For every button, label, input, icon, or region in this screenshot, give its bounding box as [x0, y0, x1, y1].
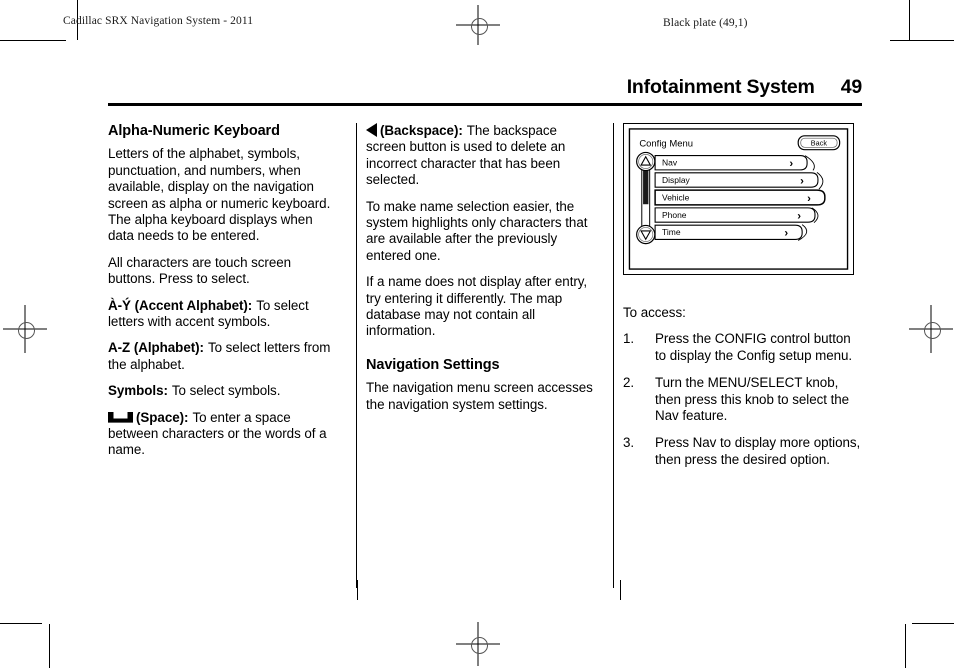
column-divider-right — [613, 123, 614, 588]
definition-accent-alphabet — [108, 298, 338, 331]
page-title: Infotainment System — [626, 76, 815, 98]
crop-mark-bottom-right-horizontal — [912, 623, 954, 624]
config-row-label: Nav — [662, 157, 678, 168]
config-row-vehicle[interactable] — [655, 190, 825, 205]
paragraph-name-not-displayed: If a name does not display after entry, try entering it differently. The map database may not contain all information. — [366, 274, 588, 339]
right-column — [623, 123, 863, 468]
config-menu-illustration — [624, 124, 853, 274]
term-space: (Space): — [136, 409, 189, 425]
term-accent-alphabet: À-Ý (Accent Alphabet): — [108, 297, 253, 313]
back-button-label: Back — [810, 138, 828, 148]
back-button[interactable] — [798, 136, 839, 150]
config-row-label: Vehicle — [662, 192, 690, 203]
left-column — [108, 123, 338, 459]
space-bar-icon — [108, 412, 133, 423]
config-menu-title: Config Menu — [639, 138, 694, 150]
term-alphabet: A-Z (Alphabet): — [108, 340, 204, 356]
document-title: Cadillac SRX Navigation System - 2011 — [63, 15, 254, 27]
chevron-right-icon: › — [789, 158, 794, 171]
config-row-display[interactable] — [655, 173, 818, 187]
crop-mark-top-left-horizontal — [0, 40, 66, 41]
crop-mark-bottom-right-vertical — [905, 624, 906, 668]
access-steps-list — [623, 331, 863, 468]
config-row-label: Phone — [662, 209, 687, 220]
paragraph-touch-screen-buttons: All characters are touch screen buttons. Press to select. — [108, 254, 292, 287]
to-access-label: To access: — [623, 305, 686, 320]
crop-mark-top-right-horizontal — [890, 40, 954, 41]
def-accent-alphabet: To select letters with accent symbols. — [108, 297, 309, 330]
step-text: Turn the MENU/SELECT knob, then press this knob to select the Nav feature. — [655, 375, 850, 424]
step-number: 3. — [623, 435, 635, 451]
definition-symbols — [108, 383, 338, 399]
config-row-time[interactable] — [655, 225, 802, 239]
step-text: Press the CONFIG control button to display the Config setup menu. — [655, 331, 853, 363]
black-plate-label: Black plate (49,1) — [663, 17, 748, 29]
def-alphabet: To select letters from the alphabet. — [108, 340, 331, 372]
config-row-label: Time — [662, 227, 681, 238]
term-backspace: (Backspace): — [380, 123, 463, 138]
crop-mark-bottom-left-vertical — [49, 624, 50, 668]
scroll-down-arrow-icon[interactable] — [637, 225, 655, 243]
config-row-phone[interactable] — [655, 208, 815, 222]
chevron-right-icon: › — [807, 192, 811, 205]
section-title-alpha-numeric-keyboard: Alpha-Numeric Keyboard — [108, 123, 280, 139]
registration-mark-bottom — [456, 622, 500, 666]
header-rule — [108, 103, 862, 106]
paragraph-keyboard-intro: Letters of the alphabet, symbols, punctuation, and numbers, when available, display on the navigation screen as alpha or numeric keyboard. The alpha keyboard displays when data needs to be entered. — [108, 146, 331, 244]
def-space: To enter a space between characters or the words of a name. — [108, 409, 327, 458]
scrollbar-thumb[interactable] — [643, 171, 648, 205]
crop-mark-bottom-tick-left — [357, 580, 358, 600]
step-number: 2. — [623, 375, 635, 391]
step-text: Press Nav to display more options, then press the desired option. — [655, 435, 861, 467]
list-item — [623, 331, 863, 364]
crop-mark-top-right-vertical — [909, 0, 910, 40]
middle-column — [366, 123, 598, 413]
chevron-right-icon: › — [784, 227, 789, 240]
chevron-right-icon: › — [797, 210, 801, 223]
registration-mark-top — [456, 5, 500, 45]
registration-mark-right — [909, 305, 953, 353]
list-item — [623, 435, 863, 468]
column-divider-left — [356, 123, 357, 588]
config-row-nav[interactable] — [655, 156, 807, 170]
def-backspace: The backspace screen button is used to delete an incorrect character that has been selected. — [366, 123, 566, 188]
scroll-up-arrow-icon[interactable] — [637, 152, 655, 170]
crop-mark-bottom-tick-right — [620, 580, 621, 600]
backspace-triangle-icon — [366, 123, 377, 137]
section-title-navigation-settings: Navigation Settings — [366, 356, 500, 373]
config-row-label: Display — [662, 174, 690, 185]
vertical-scrollbar[interactable] — [642, 169, 650, 228]
definition-space — [108, 410, 338, 459]
chevron-right-icon: › — [800, 175, 804, 188]
step-number: 1. — [623, 331, 635, 347]
paragraph-navigation-menu: The navigation menu screen accesses the navigation system settings. — [366, 380, 593, 412]
def-symbols: To select symbols. — [171, 383, 281, 399]
definition-alphabet — [108, 340, 338, 373]
page-number: 49 — [840, 76, 862, 98]
list-item — [623, 375, 863, 424]
crop-mark-bottom-left-horizontal — [0, 623, 42, 624]
config-menu-figure — [623, 123, 854, 275]
definition-backspace — [366, 123, 598, 189]
registration-mark-left — [3, 305, 47, 353]
paragraph-name-selection: To make name selection easier, the system highlights only characters that are available after the previously entered one. — [366, 198, 588, 263]
page-header — [108, 76, 862, 104]
term-symbols: Symbols: — [108, 383, 168, 399]
